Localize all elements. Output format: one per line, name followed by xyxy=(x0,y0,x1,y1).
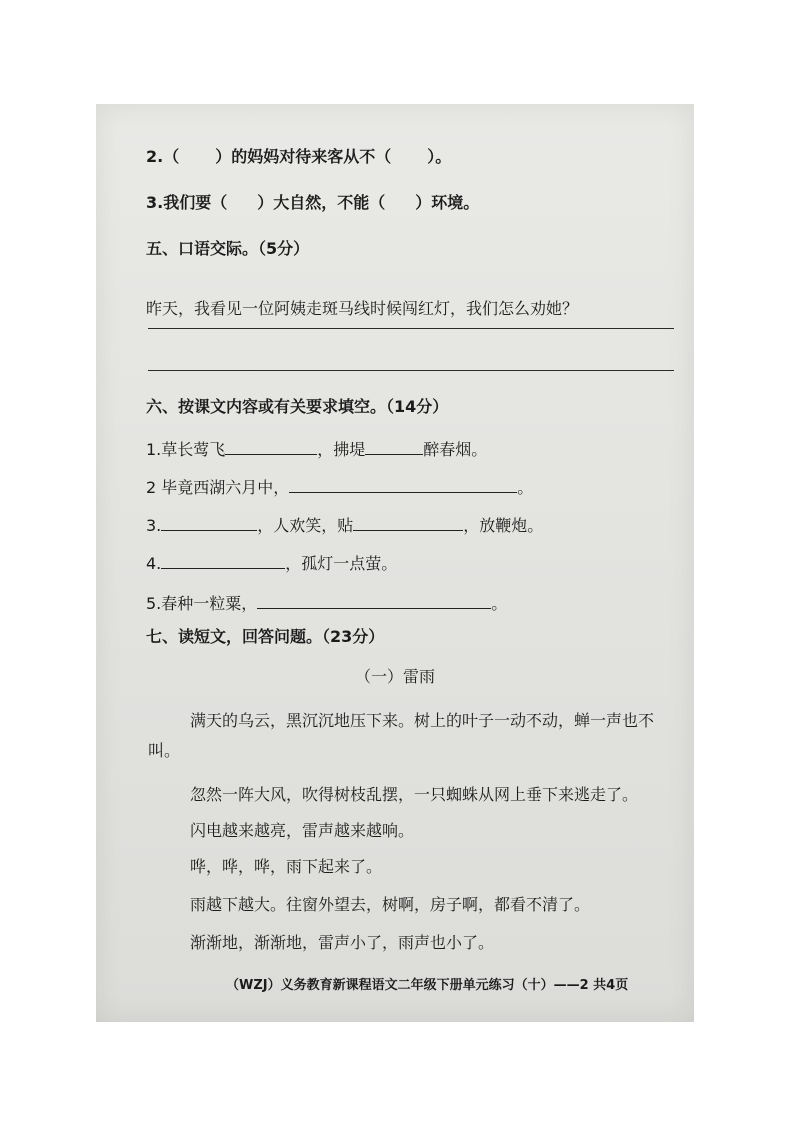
fill-3-text-c: ，放鞭炮。 xyxy=(463,516,544,535)
fill-4-text-b: ，孤灯一点萤。 xyxy=(285,554,398,573)
question-2-text-b: ）的妈妈对待来客从不（ xyxy=(215,147,392,166)
question-3-text-a: 3.我们要（ xyxy=(146,193,228,212)
section-5-prompt: 昨天，我看见一位阿姨走斑马线时候闯红灯，我们怎么劝她？ xyxy=(146,299,579,318)
question-3-text-c: ）环境。 xyxy=(415,193,480,212)
fill-1-text-c: 醉春烟。 xyxy=(423,440,488,459)
fill-4-blank[interactable] xyxy=(161,550,285,569)
fill-item-4 xyxy=(146,550,397,575)
fill-2-blank[interactable] xyxy=(289,474,517,493)
fill-1-blank-b[interactable] xyxy=(365,436,423,455)
question-3 xyxy=(146,192,479,214)
section-5-title: 五、口语交际。（5分） xyxy=(146,239,310,258)
answer-line-2[interactable] xyxy=(148,370,674,371)
fill-item-1 xyxy=(146,436,487,461)
fill-2-text-b: 。 xyxy=(517,478,534,497)
question-2-text-a: 2.（ xyxy=(146,147,180,166)
question-2-text-c: ）。 xyxy=(427,147,452,166)
section-6-title: 六、按课文内容或有关要求填空。（14分） xyxy=(146,397,449,416)
fill-1-blank-a[interactable] xyxy=(225,436,317,455)
page-footer: （WZJ）义务教育新课程语文二年级下册单元练习（十）——2 共4页 xyxy=(226,978,629,993)
passage-title: （一）雷雨 xyxy=(354,667,435,686)
fill-3-text-b: ，人欢笑，贴 xyxy=(257,516,354,535)
fill-5-text-b: 。 xyxy=(491,594,508,613)
fill-5-blank[interactable] xyxy=(257,590,491,609)
passage-paragraph-6: 渐渐地，渐渐地，雷声小了，雨声也小了。 xyxy=(190,933,495,952)
fill-item-5 xyxy=(146,590,507,615)
fill-3-text-a: 3. xyxy=(146,516,162,535)
fill-3-blank-b[interactable] xyxy=(353,512,463,531)
fill-item-2 xyxy=(146,474,533,499)
section-7-title: 七、读短文，回答问题。（23分） xyxy=(146,627,385,646)
passage-paragraph-2: 忽然一阵大风，吹得树枝乱摆，一只蜘蛛从网上垂下来逃走了。 xyxy=(190,785,639,804)
fill-4-text-a: 4. xyxy=(146,554,162,573)
answer-line-1[interactable] xyxy=(148,328,674,329)
fill-item-3 xyxy=(146,512,543,537)
question-3-text-b: ）大自然，不能（ xyxy=(257,193,386,212)
fill-1-text-b: ，拂堤 xyxy=(317,440,366,459)
passage-paragraph-5: 雨越下越大。往窗外望去，树啊，房子啊，都看不清了。 xyxy=(190,895,591,914)
passage-paragraph-3: 闪电越来越亮，雷声越来越响。 xyxy=(190,821,415,840)
fill-3-blank-a[interactable] xyxy=(161,512,257,531)
fill-5-text-a: 5.春种一粒粟， xyxy=(146,594,258,613)
fill-2-text-a: 2 毕竟西湖六月中， xyxy=(146,478,290,497)
passage-paragraph-1-cont: 叫。 xyxy=(148,741,181,760)
fill-1-text-a: 1.草长莺飞 xyxy=(146,440,226,459)
passage-paragraph-1: 满天的乌云，黑沉沉地压下来。树上的叶子一动不动，蝉一声也不 xyxy=(190,711,655,730)
question-2 xyxy=(146,146,451,168)
passage-paragraph-4: 哗，哗，哗，雨下起来了。 xyxy=(190,857,383,876)
